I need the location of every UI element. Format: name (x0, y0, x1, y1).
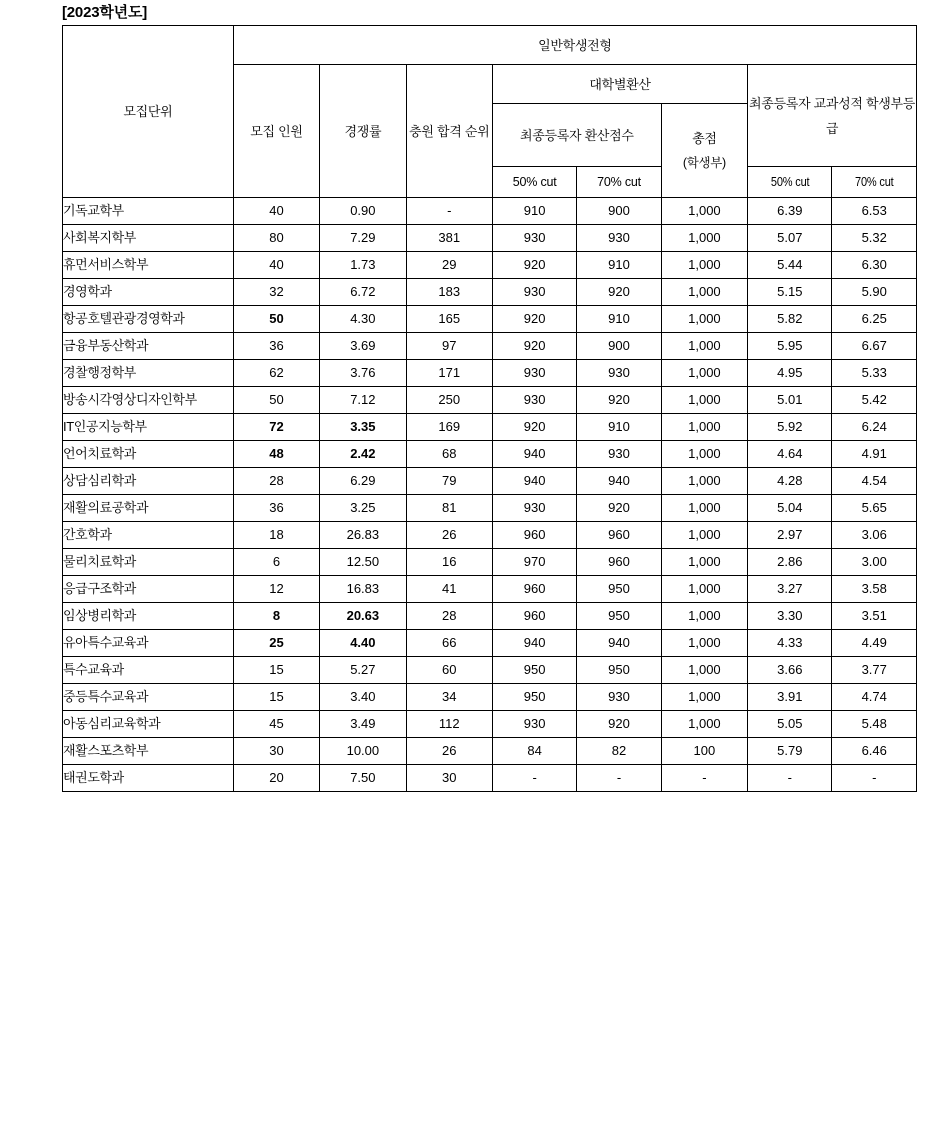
cell-unit-name: IT인공지능학부 (63, 414, 234, 441)
header-quota-line2: 인원 (278, 123, 303, 139)
cell-unit-name: 사회복지학부 (63, 225, 234, 252)
cell-grade-cut70: 3.06 (832, 522, 917, 549)
header-cut50: 50% cut (492, 167, 576, 198)
cell-rate: 4.30 (320, 306, 406, 333)
cell-grade-cut50: 3.91 (748, 684, 832, 711)
cell-cut70: 930 (577, 441, 661, 468)
header-final-enrolled-score: 최종등록자 환산점수 (492, 104, 661, 167)
cell-grade-cut50: 2.97 (748, 522, 832, 549)
cell-grade-cut50: 5.44 (748, 252, 832, 279)
cell-cut70: 960 (577, 549, 661, 576)
cell-cut50: 950 (492, 684, 576, 711)
cell-extra-rank: 169 (406, 414, 492, 441)
cell-cut70: 940 (577, 468, 661, 495)
cell-extra-rank: 171 (406, 360, 492, 387)
cell-cut70: 960 (577, 522, 661, 549)
cell-extra-rank: 60 (406, 657, 492, 684)
cell-unit-name: 항공호텔관광경영학과 (63, 306, 234, 333)
cell-total-score: 1,000 (661, 684, 747, 711)
cell-grade-cut50: 6.39 (748, 198, 832, 225)
cell-total-score: 1,000 (661, 360, 747, 387)
cell-total-score: 1,000 (661, 576, 747, 603)
cell-unit-name: 재활스포츠학부 (63, 738, 234, 765)
cell-total-score: 1,000 (661, 306, 747, 333)
cell-quota: 15 (233, 684, 319, 711)
cell-quota: 40 (233, 252, 319, 279)
cell-cut70: 930 (577, 360, 661, 387)
cell-unit-name: 유아특수교육과 (63, 630, 234, 657)
cell-cut70: 920 (577, 387, 661, 414)
cell-quota: 25 (233, 630, 319, 657)
header-univ-conversion: 대학별환산 (492, 65, 747, 104)
cell-unit-name: 경영학과 (63, 279, 234, 306)
cell-rate: 26.83 (320, 522, 406, 549)
cell-extra-rank: - (406, 198, 492, 225)
cell-grade-cut50: 5.05 (748, 711, 832, 738)
header-final-grade-line3: 학생부등급 (825, 95, 916, 136)
cell-grade-cut70: 6.53 (832, 198, 917, 225)
cell-rate: 3.25 (320, 495, 406, 522)
table-row (63, 441, 917, 468)
cell-grade-cut70: 5.42 (832, 387, 917, 414)
cell-grade-cut70: 6.30 (832, 252, 917, 279)
cell-grade-cut50: 5.82 (748, 306, 832, 333)
cell-rate: 16.83 (320, 576, 406, 603)
cell-cut70: - (577, 765, 661, 792)
table-row (63, 522, 917, 549)
cell-total-score: 1,000 (661, 441, 747, 468)
cell-unit-name: 금융부동산학과 (63, 333, 234, 360)
cell-total-score: 1,000 (661, 711, 747, 738)
cell-quota: 50 (233, 306, 319, 333)
cell-quota: 6 (233, 549, 319, 576)
cell-cut70: 910 (577, 414, 661, 441)
cell-grade-cut50: 5.07 (748, 225, 832, 252)
cell-total-score: 1,000 (661, 252, 747, 279)
table-row (63, 657, 917, 684)
cell-grade-cut70: 4.54 (832, 468, 917, 495)
cell-grade-cut50: 2.86 (748, 549, 832, 576)
cell-extra-rank: 68 (406, 441, 492, 468)
table-row (63, 738, 917, 765)
cell-quota: 72 (233, 414, 319, 441)
cell-cut50: - (492, 765, 576, 792)
cell-extra-rank: 250 (406, 387, 492, 414)
table-row (63, 387, 917, 414)
cell-cut70: 82 (577, 738, 661, 765)
table-row (63, 630, 917, 657)
table-row (63, 414, 917, 441)
cell-rate: 3.40 (320, 684, 406, 711)
cell-total-score: - (661, 765, 747, 792)
table-header (63, 26, 917, 198)
cell-grade-cut70: 5.65 (832, 495, 917, 522)
cell-unit-name: 물리치료학과 (63, 549, 234, 576)
cell-total-score: 1,000 (661, 333, 747, 360)
table-row (63, 225, 917, 252)
cell-extra-rank: 79 (406, 468, 492, 495)
cell-quota: 18 (233, 522, 319, 549)
cell-cut50: 930 (492, 711, 576, 738)
cell-cut50: 930 (492, 279, 576, 306)
cell-total-score: 1,000 (661, 657, 747, 684)
header-quota-line1: 모집 (250, 123, 275, 139)
table-row (63, 576, 917, 603)
cell-rate: 6.72 (320, 279, 406, 306)
cell-unit-name: 응급구조학과 (63, 576, 234, 603)
table-row (63, 333, 917, 360)
cell-extra-rank: 30 (406, 765, 492, 792)
cell-quota: 30 (233, 738, 319, 765)
cell-cut50: 970 (492, 549, 576, 576)
cell-rate: 0.90 (320, 198, 406, 225)
cell-cut70: 920 (577, 279, 661, 306)
header-final-grade-line1: 최종등록자 (749, 95, 811, 111)
cell-cut50: 960 (492, 603, 576, 630)
header-total-score-line2: (학생부) (682, 155, 726, 170)
cell-grade-cut70: 4.49 (832, 630, 917, 657)
cell-quota: 8 (233, 603, 319, 630)
header-final-grade (748, 65, 917, 167)
header-competition-rate: 경쟁률 (320, 65, 406, 198)
cell-cut70: 900 (577, 198, 661, 225)
cell-cut50: 930 (492, 225, 576, 252)
cell-unit-name: 중등특수교육과 (63, 684, 234, 711)
table-row (63, 711, 917, 738)
cell-unit-name: 언어치료학과 (63, 441, 234, 468)
table-row (63, 360, 917, 387)
header-final-grade-line2: 교과성적 (813, 95, 863, 111)
cell-total-score: 1,000 (661, 603, 747, 630)
cell-quota: 20 (233, 765, 319, 792)
cell-cut50: 920 (492, 252, 576, 279)
cell-unit-name: 방송시각영상디자인학부 (63, 387, 234, 414)
cell-extra-rank: 97 (406, 333, 492, 360)
cell-quota: 48 (233, 441, 319, 468)
cell-grade-cut50: 5.15 (748, 279, 832, 306)
cell-grade-cut50: 4.28 (748, 468, 832, 495)
cell-rate: 3.76 (320, 360, 406, 387)
cell-extra-rank: 26 (406, 522, 492, 549)
cell-grade-cut70: 6.46 (832, 738, 917, 765)
cell-grade-cut70: 5.33 (832, 360, 917, 387)
cell-cut50: 940 (492, 630, 576, 657)
cell-cut70: 930 (577, 225, 661, 252)
cell-total-score: 1,000 (661, 495, 747, 522)
cell-cut50: 930 (492, 387, 576, 414)
cell-cut70: 910 (577, 306, 661, 333)
cell-total-score: 1,000 (661, 468, 747, 495)
cell-rate: 7.29 (320, 225, 406, 252)
cell-extra-rank: 28 (406, 603, 492, 630)
cell-quota: 36 (233, 495, 319, 522)
cell-cut50: 84 (492, 738, 576, 765)
cell-rate: 3.49 (320, 711, 406, 738)
cell-rate: 3.35 (320, 414, 406, 441)
cell-grade-cut50: 3.30 (748, 603, 832, 630)
cell-total-score: 1,000 (661, 387, 747, 414)
cell-cut70: 950 (577, 576, 661, 603)
table-row (63, 549, 917, 576)
cell-extra-rank: 112 (406, 711, 492, 738)
cell-rate: 10.00 (320, 738, 406, 765)
cell-grade-cut70: 6.24 (832, 414, 917, 441)
cell-quota: 40 (233, 198, 319, 225)
cell-rate: 7.12 (320, 387, 406, 414)
cell-quota: 45 (233, 711, 319, 738)
cell-extra-rank: 381 (406, 225, 492, 252)
cell-extra-rank: 165 (406, 306, 492, 333)
cell-grade-cut70: 3.51 (832, 603, 917, 630)
cell-grade-cut70: 5.32 (832, 225, 917, 252)
cell-cut50: 930 (492, 495, 576, 522)
header-unit: 모집단위 (63, 26, 234, 198)
cell-cut50: 950 (492, 657, 576, 684)
cell-total-score: 1,000 (661, 630, 747, 657)
cell-grade-cut50: - (748, 765, 832, 792)
cell-extra-rank: 41 (406, 576, 492, 603)
header-admission-type: 일반학생전형 (233, 26, 916, 65)
cell-rate: 2.42 (320, 441, 406, 468)
header-quota (233, 65, 319, 198)
cell-total-score: 1,000 (661, 225, 747, 252)
cell-cut50: 930 (492, 360, 576, 387)
cell-cut70: 910 (577, 252, 661, 279)
cell-cut70: 930 (577, 684, 661, 711)
cell-cut70: 940 (577, 630, 661, 657)
header-extra-line3: 순위 (464, 123, 490, 139)
cell-grade-cut70: 4.91 (832, 441, 917, 468)
cell-grade-cut50: 5.95 (748, 333, 832, 360)
cell-cut70: 950 (577, 603, 661, 630)
cell-rate: 7.50 (320, 765, 406, 792)
header-total-score-line1: 총점 (692, 130, 717, 146)
cell-cut70: 950 (577, 657, 661, 684)
cell-cut50: 920 (492, 414, 576, 441)
cell-quota: 50 (233, 387, 319, 414)
cell-cut50: 940 (492, 441, 576, 468)
table-body (63, 198, 917, 792)
cell-cut50: 960 (492, 576, 576, 603)
cell-unit-name: 특수교육과 (63, 657, 234, 684)
cell-rate: 12.50 (320, 549, 406, 576)
cell-grade-cut70: 6.67 (832, 333, 917, 360)
cell-grade-cut70: 3.77 (832, 657, 917, 684)
table-row (63, 684, 917, 711)
cell-unit-name: 기독교학부 (63, 198, 234, 225)
table-row (63, 306, 917, 333)
cell-total-score: 1,000 (661, 279, 747, 306)
cell-grade-cut50: 5.04 (748, 495, 832, 522)
table-row (63, 603, 917, 630)
header-extra-line1: 충원 (409, 123, 434, 139)
cell-grade-cut70: 5.90 (832, 279, 917, 306)
cell-rate: 3.69 (320, 333, 406, 360)
cell-grade-cut50: 3.27 (748, 576, 832, 603)
cell-grade-cut70: 6.25 (832, 306, 917, 333)
admission-results-table (62, 25, 917, 792)
cell-grade-cut50: 3.66 (748, 657, 832, 684)
cell-cut70: 900 (577, 333, 661, 360)
cell-quota: 28 (233, 468, 319, 495)
cell-grade-cut70: - (832, 765, 917, 792)
cell-unit-name: 재활의료공학과 (63, 495, 234, 522)
table-row (63, 198, 917, 225)
cell-rate: 20.63 (320, 603, 406, 630)
table-row (63, 279, 917, 306)
cell-cut50: 940 (492, 468, 576, 495)
cell-extra-rank: 183 (406, 279, 492, 306)
page-title: [2023학년도] (62, 4, 148, 21)
cell-rate: 4.40 (320, 630, 406, 657)
header-row-1 (63, 26, 917, 65)
cell-quota: 15 (233, 657, 319, 684)
cell-cut70: 920 (577, 711, 661, 738)
header-grade-cut70: 70% cut (837, 167, 911, 198)
cell-grade-cut70: 5.48 (832, 711, 917, 738)
cell-quota: 12 (233, 576, 319, 603)
cell-extra-rank: 66 (406, 630, 492, 657)
cell-quota: 32 (233, 279, 319, 306)
cell-total-score: 1,000 (661, 522, 747, 549)
cell-grade-cut50: 5.79 (748, 738, 832, 765)
cell-unit-name: 경찰행정학부 (63, 360, 234, 387)
cell-unit-name: 아동심리교육학과 (63, 711, 234, 738)
cell-rate: 1.73 (320, 252, 406, 279)
cell-grade-cut70: 4.74 (832, 684, 917, 711)
cell-unit-name: 간호학과 (63, 522, 234, 549)
cell-total-score: 1,000 (661, 198, 747, 225)
table-row (63, 252, 917, 279)
cell-rate: 6.29 (320, 468, 406, 495)
cell-grade-cut50: 5.92 (748, 414, 832, 441)
header-extra-rank (406, 65, 492, 198)
cell-unit-name: 상담심리학과 (63, 468, 234, 495)
header-total-score (661, 104, 747, 198)
cell-extra-rank: 26 (406, 738, 492, 765)
cell-quota: 62 (233, 360, 319, 387)
cell-unit-name: 임상병리학과 (63, 603, 234, 630)
cell-total-score: 100 (661, 738, 747, 765)
cell-grade-cut70: 3.00 (832, 549, 917, 576)
cell-total-score: 1,000 (661, 549, 747, 576)
cell-grade-cut50: 5.01 (748, 387, 832, 414)
cell-extra-rank: 16 (406, 549, 492, 576)
cell-rate: 5.27 (320, 657, 406, 684)
table-row (63, 468, 917, 495)
cell-cut70: 920 (577, 495, 661, 522)
cell-unit-name: 태권도학과 (63, 765, 234, 792)
cell-extra-rank: 34 (406, 684, 492, 711)
cell-unit-name: 휴먼서비스학부 (63, 252, 234, 279)
header-cut70: 70% cut (577, 167, 661, 198)
cell-extra-rank: 81 (406, 495, 492, 522)
cell-grade-cut50: 4.64 (748, 441, 832, 468)
table-row (63, 765, 917, 792)
cell-grade-cut70: 3.58 (832, 576, 917, 603)
cell-total-score: 1,000 (661, 414, 747, 441)
table-row (63, 495, 917, 522)
cell-grade-cut50: 4.33 (748, 630, 832, 657)
header-extra-line2: 합격 (436, 123, 462, 139)
cell-extra-rank: 29 (406, 252, 492, 279)
cell-cut50: 920 (492, 306, 576, 333)
cell-cut50: 960 (492, 522, 576, 549)
cell-quota: 36 (233, 333, 319, 360)
cell-grade-cut50: 4.95 (748, 360, 832, 387)
header-grade-cut50: 50% cut (753, 167, 827, 198)
cell-quota: 80 (233, 225, 319, 252)
cell-cut50: 920 (492, 333, 576, 360)
cell-cut50: 910 (492, 198, 576, 225)
